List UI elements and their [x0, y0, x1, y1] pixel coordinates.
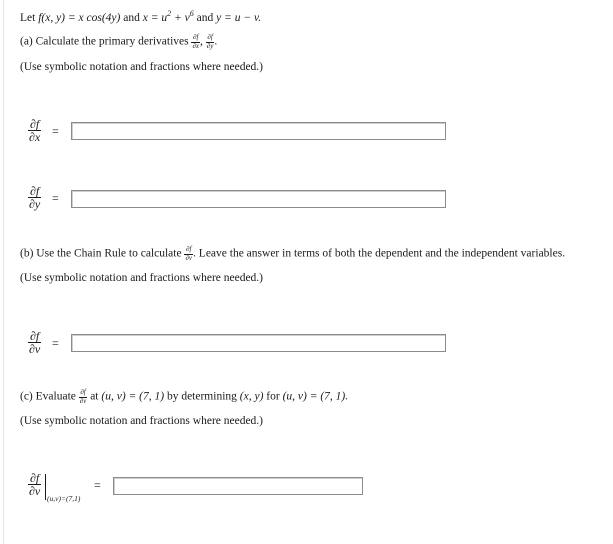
answer-input-df-dv-evaluated[interactable] — [113, 477, 363, 495]
evaluation-point: (u, v) = (7, 1). — [282, 390, 349, 403]
part-b-prompt-tail: . Leave the answer in terms of both the dependent and the independent variables. — [193, 247, 566, 260]
part-b-prompt-text: (b) Use the Chain Rule to calculate — [20, 247, 182, 260]
text-and: and — [123, 11, 140, 24]
part-c-prompt — [20, 389, 348, 405]
part-a-prompt: (a) Calculate the primary derivatives $\frac{\partial f}{\partial x}$ , $\frac{\partial f}{\partial y}$ . — [20, 33, 218, 50]
text-for: for — [266, 390, 280, 403]
part-a-prompt-text: (a) Calculate the primary derivatives — [20, 35, 189, 48]
part-a-note: (Use symbolic notation and fractions where needed.) — [20, 61, 264, 73]
part-b-note: (Use symbolic notation and fractions where needed.) — [20, 272, 264, 284]
x-definition: $x = u^2 + v^6$ — [142, 9, 194, 24]
answer-input-df-dx[interactable] — [71, 122, 446, 140]
equals-sign: = — [94, 478, 101, 492]
y-definition: y = u − v. — [216, 11, 262, 24]
answer-input-df-dy[interactable] — [71, 190, 446, 208]
page-margin-line — [3, 0, 4, 544]
answer-row-df-dv-evaluated — [20, 472, 365, 506]
evaluation-subscript: (u,v)=(7,1) — [47, 494, 81, 503]
partial-f-v-fraction: $\frac{\partial f}{\partial v}$ — [79, 388, 87, 405]
equals-sign: = — [52, 124, 59, 138]
part-c-prompt-text: (c) Evaluate — [20, 390, 76, 403]
evaluation-point: (u, v) = (7, 1) — [101, 390, 165, 403]
xy-pair: (x, y) — [239, 390, 264, 403]
problem-statement — [20, 9, 261, 24]
text-by-determining: by determining — [166, 390, 237, 403]
evaluation-bar — [45, 474, 46, 500]
part-c-note: (Use symbolic notation and fractions where needed.) — [20, 415, 264, 427]
label-df-dy: $\frac{\partial f}{\partial y}$ — [29, 184, 41, 211]
part-b-prompt — [20, 246, 565, 262]
partial-f-x-fraction: $\frac{\partial f}{\partial x}$ — [192, 33, 200, 50]
equals-sign: = — [52, 191, 59, 205]
answer-row-df-dy — [20, 185, 450, 215]
function-definition: f(x, y) = x cos(4y) — [38, 11, 121, 24]
text-and: and — [196, 11, 214, 24]
label-df-dv: $\frac{\partial f}{\partial v}$ — [29, 329, 41, 356]
text-let: Let — [20, 11, 36, 24]
equals-sign: = — [52, 336, 59, 350]
text-at: at — [90, 390, 99, 403]
answer-row-df-dx — [20, 118, 450, 148]
partial-f-v-fraction: $\frac{\partial f}{\partial v}$ — [185, 245, 193, 262]
answer-input-df-dv[interactable] — [71, 334, 446, 352]
partial-f-y-fraction: $\frac{\partial f}{\partial y}$ — [206, 33, 214, 50]
answer-row-df-dv — [20, 330, 450, 360]
label-df-dv-evaluated: $\frac{\partial f}{\partial v}$ — [29, 471, 41, 498]
label-df-dx: $\frac{\partial f}{\partial x}$ — [29, 117, 41, 144]
